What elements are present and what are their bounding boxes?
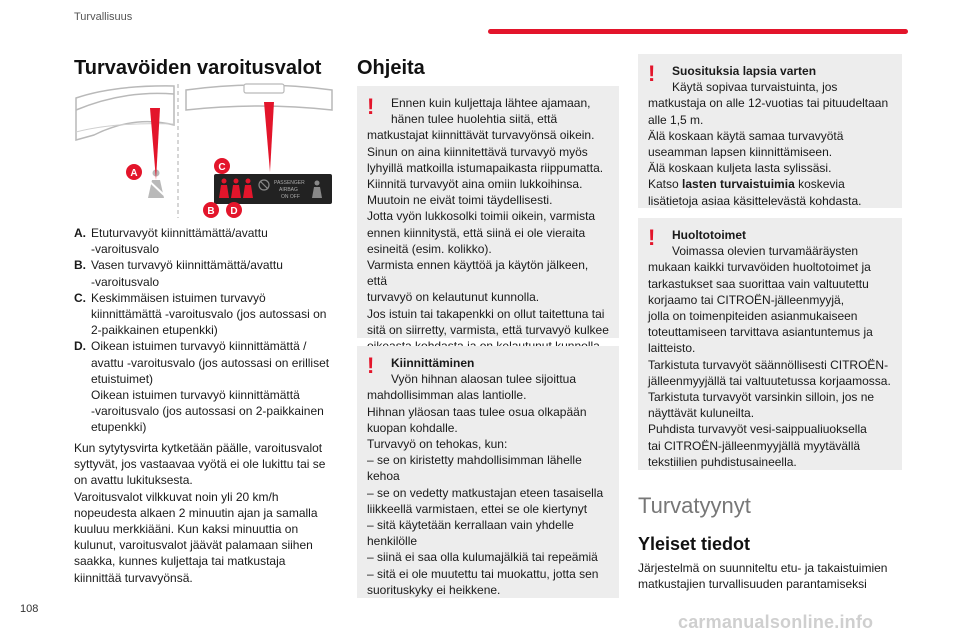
section-header: Turvallisuus <box>74 11 133 23</box>
warning-icon: ! <box>367 353 375 378</box>
callout-c-label: C <box>218 162 226 173</box>
pointer-c <box>264 102 274 172</box>
text-line: Kiinnitä turvavyöt aina omiin lukkoihinsa. <box>367 177 583 192</box>
legend-key: B. <box>74 258 86 273</box>
heading-general-info: Yleiset tiedot <box>638 534 751 554</box>
text-line: syttyvät, jos vastaavaa vyötä ei ole lukittu tai se <box>74 457 326 472</box>
text-line: – sitä ei ole muutettu tai muokattu, jotta sen <box>367 566 599 581</box>
warning-lamps-illustration <box>74 80 336 220</box>
text-line: Katso <box>648 177 683 192</box>
legend-line: kiinnittämättä -varoitusvalo (jos autossasi on <box>91 307 327 322</box>
callout-d-label: D <box>230 206 238 217</box>
text-line: korjaamo tai CITROËN-jälleenmyyjä, <box>648 292 845 307</box>
cross-reference-link[interactable]: lasten turvaistuimia <box>682 177 795 192</box>
legend-line: Oikean istuimen turvavyö kiinnittämättä <box>91 388 300 403</box>
text-line: tai CITROËN-jälleenmyyjällä myytävällä <box>648 438 861 453</box>
text-line: Jotta vyön lukkosolki toimii oikein, varmista <box>367 209 596 224</box>
text-line: esineitä (esim. kolikko). <box>367 241 492 256</box>
text-line: nopeudesta alkaen 2 minuutin ajan ja samalla <box>74 505 318 520</box>
text-line: Älä koskaan käytä samaa turvavyötä <box>648 128 844 143</box>
text-line: Kun sytytysvirta kytketään päälle, varoitusvalot <box>74 441 323 455</box>
text-line: alle 1,5 m. <box>648 112 704 127</box>
text-line: Tarkistuta turvavyöt säännöllisesti CITROËN- <box>648 357 889 372</box>
maintenance-box <box>638 218 902 470</box>
legend-line: etuistuimet) <box>91 371 154 386</box>
text-line: näyttävät kuluneilta. <box>648 406 755 421</box>
panel-text-airbag: AIRBAG <box>279 187 298 193</box>
heading-seatbelt-warning-lamps: Turvavöiden varoitusvalot <box>74 57 322 79</box>
text-line: turvavyö on kelautunut kunnolla. <box>367 290 540 305</box>
text-line: lisätietoja asiaa käsittelevästä kohdasta. <box>648 193 862 208</box>
lamp-behaviour-paragraph <box>74 440 336 586</box>
text-line: matkustaja on alle 12-vuotias tai pituudeltaan <box>648 96 889 111</box>
text-line: ennen kiinnitystä, että siinä ei ole vieraita <box>367 225 586 240</box>
legend-line: avattu -varoitusvalo (jos autossasi on erilliset <box>91 355 330 370</box>
text-line: kuopan kohdalle. <box>367 420 458 435</box>
text-line: Turvavyö on tehokas, kun: <box>367 437 508 452</box>
text-line: saakka, kunnes kuljettaja tai matkustaja <box>74 554 286 569</box>
box-title: Suosituksia lapsia varten <box>672 64 817 78</box>
legend-line: 2-paikkainen etupenkki) <box>91 323 218 338</box>
airbag-intro-paragraph <box>638 560 902 592</box>
panel-text-passenger: PASSENGER <box>274 180 305 186</box>
heading-instructions: Ohjeita <box>357 57 425 79</box>
text-line: on avattu lukituksesta. <box>74 473 193 488</box>
text-line: matkustajat kiinnittävät turvavyönsä oikein. <box>367 128 595 143</box>
legend-key: D. <box>74 339 86 354</box>
section-accent-bar <box>488 29 908 34</box>
text-line: kuuluu merkkiääni. Kun kaksi minuuttia on <box>74 522 299 537</box>
legend-item-d <box>74 338 336 435</box>
instructions-box <box>357 86 619 338</box>
text-line: matkustajien turvallisuuden parantamiseksi <box>638 577 867 592</box>
legend-item-a <box>74 225 336 257</box>
watermark: carmanualsonline.info <box>678 612 874 632</box>
text-line: toteuttamiseen tarvittava asiantuntemus ja <box>648 325 873 340</box>
text-line: tarkastukset saa suorittaa vain valtuutettu <box>648 276 869 291</box>
text-line: kehoa <box>367 469 400 484</box>
legend-line: -varoitusvalo <box>91 274 160 289</box>
text-line: mukaan kaikki turvavöiden huoltotoimet ja <box>648 260 871 275</box>
text-line: jälleenmyyjällä tai valtuutetussa korjaamossa. <box>648 373 891 388</box>
text-line: suorituskyky ei heikkene. <box>367 582 501 597</box>
text-line: jolla on toimenpiteiden asianmukaiseen <box>648 309 858 324</box>
text-line: kulunut, varoitusvalot jäävät palamaan siihen <box>74 538 313 553</box>
warning-icon: ! <box>648 61 656 86</box>
text-line: Hihnan yläosan taas tulee osua olkapään <box>367 404 587 419</box>
legend-line: -varoitusvalo (jos autossasi on 2-paikkainen <box>91 404 324 419</box>
text-line: Voimassa olevien turvamääräysten <box>672 244 859 259</box>
text-line: laitteisto. <box>648 341 696 356</box>
text-line: Ennen kuin kuljettaja lähtee ajamaan, <box>391 96 591 110</box>
text-line: Järjestelmä on suunniteltu etu- ja takaistuimien <box>638 561 888 575</box>
legend-line: Oikean istuimen turvavyö kiinnittämättä / <box>91 339 307 354</box>
panel-text-onoff: ON OFF <box>281 194 300 200</box>
heading-airbags: Turvatyynyt <box>638 493 751 518</box>
text-line: henkilölle <box>367 534 418 549</box>
text-line: Vyön hihnan alaosan tulee sijoittua <box>391 372 577 387</box>
warning-icon: ! <box>648 225 656 250</box>
legend-key: C. <box>74 290 86 305</box>
legend-line: Keskimmäisen istuimen turvavyö <box>91 290 266 305</box>
text-line: – se on vedetty matkustajan eteen tasaisella <box>367 485 604 500</box>
fastening-box <box>357 346 619 598</box>
callout-b-label: B <box>207 206 215 217</box>
text-line: hänen tulee huolehtia siitä, että <box>391 112 558 127</box>
legend-item-b <box>74 257 336 289</box>
text-line: useamman lapsen kiinnittämiseen. <box>648 145 833 160</box>
text-line: Tarkistuta turvavyöt varsinkin silloin, jos ne <box>648 390 875 405</box>
warning-icon: ! <box>367 94 375 119</box>
text-line: lyhyillä matkoilla istumapaikasta riippumatta. <box>367 160 604 175</box>
legend-item-c <box>74 290 336 339</box>
text-line: kiinnittää turvavyönsä. <box>74 570 193 585</box>
text-line: liikkeellä varmistaen, ettei se ole kiertynyt <box>367 501 588 516</box>
text-line: sitä on siirretty, varmista, että turvavyö kulkee <box>367 322 609 337</box>
text-line: Sinun on aina kiinnitettävä turvavyö myös <box>367 144 588 159</box>
children-recommendations-box <box>638 54 902 208</box>
text-line: Jos istuin tai takapenkki on ollut taitettuna tai <box>367 306 605 321</box>
page-number: 108 <box>20 603 39 615</box>
text-line: Puhdista turvavyöt vesi-saippualiuoksella <box>648 422 867 437</box>
text-line: – sitä käytetään kerrallaan vain yhdelle <box>367 518 574 533</box>
text-line: Käytä sopivaa turvaistuinta, jos <box>672 80 838 95</box>
legend-key: A. <box>74 226 86 240</box>
box-title: Huoltotoimet <box>672 228 746 242</box>
legend-line: Vasen turvavyö kiinnittämättä/avattu <box>91 258 283 273</box>
box-title: Kiinnittäminen <box>391 356 475 370</box>
text-line: Älä koskaan kuljeta lasta sylissäsi. <box>648 161 832 176</box>
text-line: Varmista ennen käyttöä ja käytön jälkeen, että <box>367 258 589 289</box>
text-line: Muutoin ne eivät toimi täydellisesti. <box>367 193 553 208</box>
text-line: – se on kiristetty mahdollisimman lähelle <box>367 453 582 468</box>
text-line: – siinä ei saa olla kulumajälkiä tai repeämiä <box>367 550 598 565</box>
mirror-bar <box>244 84 284 93</box>
legend-line: Etuturvavyöt kiinnittämättä/avattu <box>91 226 268 240</box>
legend-line: -varoitusvalo <box>91 242 160 257</box>
callout-a-label: A <box>130 168 138 179</box>
text-line: tekstiilien puhdistusaineella. <box>648 454 797 469</box>
text-line: Varoitusvalot vilkkuvat noin yli 20 km/h <box>74 489 279 504</box>
lamp-legend <box>74 225 336 436</box>
legend-line: etupenkki) <box>91 420 147 435</box>
text-line: mahdollisimman alas lantiolle. <box>367 388 527 403</box>
text-line: koskevia <box>794 177 845 192</box>
